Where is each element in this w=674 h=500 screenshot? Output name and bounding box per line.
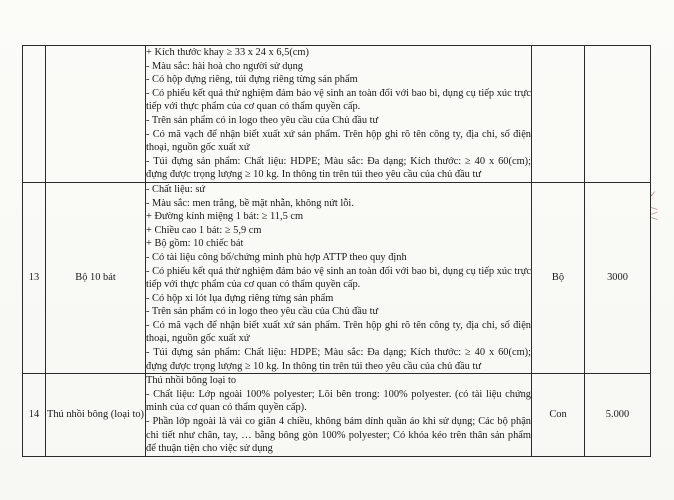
spec-line: - Màu sắc: men trắng, bề mặt nhẵn, không nứt lỗi. — [146, 197, 354, 209]
spec-line: + Bộ gồm: 10 chiếc bát — [146, 238, 244, 250]
item-name-cell: Bộ 10 bát — [46, 182, 146, 373]
spec-line: - Màu sắc: hài hoà cho người sử dụng — [146, 60, 304, 72]
unit-cell — [532, 46, 585, 183]
unit-cell: Bộ — [532, 182, 585, 373]
spec-line: - Có tài liệu công bố/chứng minh phù hợp ATTP theo quy định — [146, 251, 407, 263]
spec-line: + Kích thước khay ≥ 33 x 24 x 6,5(cm) — [146, 47, 309, 58]
spec-line: - Có hộp xi lót lụa đựng riêng từng sản phẩm — [146, 292, 334, 304]
specification-cell — [146, 374, 532, 457]
table-row — [23, 374, 651, 457]
spec-line: + Chiều cao 1 bát: ≥ 5,9 cm — [146, 224, 262, 236]
item-name-cell: Thú nhồi bông (loại to) — [46, 374, 146, 457]
handwritten-margin-mark: ✓ /\/ — [648, 190, 658, 222]
spec-line: - Túi đựng sản phẩm: Chất liệu: HDPE; Màu sắc: Đa dạng; Kích thước: ≥ 40 x 60(cm); đựng được trọng lượng ≥ 10 kg. In thông tin trên túi theo yêu cầu của chủ đầu tư — [146, 155, 531, 181]
specification-table — [22, 45, 651, 457]
spec-line: + Đường kính miệng 1 bát: ≥ 11,5 cm — [146, 211, 304, 223]
spec-line: - Phần lớp ngoài là vải co giãn 4 chiều, không bám dính quần áo khi sử dụng; Các bộ phận chi tiết như chân, tay, … bằng bông gòn 100% polyester; Có khóa kéo trên thân sản phẩm để thuận tiện cho việc sử dụng — [146, 416, 531, 455]
quantity-cell — [585, 46, 651, 183]
spec-line: - Túi đựng sản phẩm: Chất liệu: HDPE; Màu sắc: Đa dạng; Kích thước: ≥ 40 x 60(cm); đựng được trọng lượng ≥ 10 kg. In thông tin trên túi theo yêu cầu của chủ đầu tư — [146, 347, 531, 372]
spec-line: - Trên sản phẩm có in logo theo yêu cầu của Chủ đầu tư — [146, 114, 379, 126]
spec-line: - Có mã vạch để nhận biết xuất xứ sản phẩm. Trên hộp ghi rõ tên công ty, địa chỉ, số điện thoại, nguồn gốc xuất xứ — [146, 319, 531, 345]
spec-line: Thú nhồi bông loại to — [146, 375, 237, 387]
row-number-cell: 14 — [23, 374, 46, 457]
row-number-cell: 13 — [23, 182, 46, 373]
quantity-cell: 5.000 — [585, 374, 651, 457]
spec-line: - Có phiếu kết quả thử nghiệm đảm bảo vệ sinh an toàn đối với bao bì, dụng cụ tiếp xúc trực tiếp với thực phẩm của cơ quan có thẩm quyền cấp. — [146, 87, 531, 113]
spec-line: - Có mã vạch để nhận biết xuất xứ sản phẩm. Trên hộp ghi rõ tên công ty, địa chỉ, số điện thoại, nguồn gốc xuất xứ — [146, 128, 531, 154]
table-row — [23, 182, 651, 373]
quantity-cell: 3000 — [585, 182, 651, 373]
spec-line: - Chất liệu: Lớp ngoài 100% polyester; Lõi bên trong: 100% polyester. (có tài liệu chứng minh của cơ quan có thẩm quyền cấp). — [146, 388, 531, 414]
spec-line: - Có hộp đựng riêng, túi đựng riêng từng sản phẩm — [146, 74, 358, 86]
table-row — [23, 46, 651, 183]
table-body — [23, 46, 651, 457]
item-name-cell — [46, 46, 146, 183]
specification-cell — [146, 46, 532, 183]
spec-line: - Trên sản phẩm có in logo theo yêu cầu của Chủ đầu tư — [146, 306, 379, 318]
spec-line: - Có phiếu kết quả thử nghiệm đảm bảo vệ sinh an toàn đối với bao bì, dụng cụ tiếp xúc trực tiếp với thực phẩm của cơ quan có thẩm quyền cấp. — [146, 265, 531, 291]
unit-cell: Con — [532, 374, 585, 457]
specification-cell — [146, 182, 532, 373]
spec-line: - Chất liệu: sứ — [146, 183, 206, 195]
row-number-cell — [23, 46, 46, 183]
